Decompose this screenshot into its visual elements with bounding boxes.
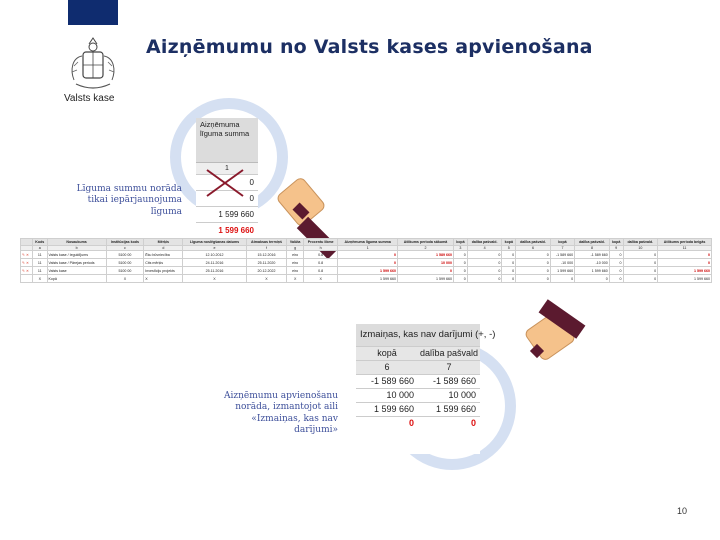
table-cell: 1 599 660 (338, 275, 397, 283)
table-cell: 0 (467, 267, 502, 275)
table-cell: X (303, 275, 338, 283)
table-cell: eiro (287, 259, 303, 267)
table-column-number: f (246, 246, 287, 251)
zoom-col-number: 7 (418, 361, 480, 374)
table-cell: 0 (454, 267, 468, 275)
table-cell: 0 (502, 251, 516, 259)
zoom-cell: -1 589 660 (356, 375, 418, 388)
table-cell: 5100 00 (106, 251, 144, 259)
table-cell: 0 (609, 267, 623, 275)
table-cell: 0 (338, 251, 397, 259)
table-column-number: 4 (467, 246, 502, 251)
zoom-cell: 0 (418, 417, 480, 430)
table-cell: eiro (287, 251, 303, 259)
table-cell: Valsts kase (47, 267, 106, 275)
table-column-number: 6 (516, 246, 551, 251)
table-column-number: 7 (550, 246, 574, 251)
table-column-number: 1 (338, 246, 397, 251)
table-column-header: Līguma noslēgšanas datums (183, 239, 246, 246)
table-column-header: dalība pašvald. (467, 239, 502, 246)
zoom-header: Izmaiņas, kas nav darījumi (+, -) (356, 324, 480, 346)
table-cell: 0 (454, 275, 468, 283)
table-column-number: 11 (658, 246, 712, 251)
table-cell: Ēku būvniecība (144, 251, 183, 259)
table-cell: X (287, 275, 303, 283)
table-cell: 0 (516, 259, 551, 267)
table-cell: 5100 00 (106, 259, 144, 267)
table-column-header: Aizņēmuma līguma summa (338, 239, 397, 246)
table-cell: 0 (575, 275, 610, 283)
row-edit-icons[interactable]: ✎ ✕ (21, 267, 33, 275)
table-cell: Kopā (47, 275, 106, 283)
table-cell: 25.11.2016 (183, 267, 246, 275)
table-cell: X (144, 275, 183, 283)
table-column-header: kopā (609, 239, 623, 246)
table-row (21, 267, 712, 275)
zoom-cell: 10 000 (356, 389, 418, 402)
table-cell: Valsts kase / Ieguldījums (47, 251, 106, 259)
table-column-header: Institūcijas kods (106, 239, 144, 246)
zoom-total-cell: 1 599 660 (196, 222, 258, 238)
table-cell: 20.12.2022 (246, 267, 287, 275)
table-cell: 0 (502, 275, 516, 283)
table-cell: 0 (623, 275, 658, 283)
zoom-data-row (356, 374, 480, 388)
table-cell: 10 000 (397, 259, 453, 267)
table-cell: 0 (338, 259, 397, 267)
table-cell: 11 (33, 267, 47, 275)
zoom-total-row (356, 416, 480, 430)
table-cell: 0 (502, 267, 516, 275)
table-cell: 1 599 660 (550, 267, 574, 275)
zoom-number-row (356, 360, 480, 374)
table-cell: 1 599 660 (575, 267, 610, 275)
table-cell: Investīciju projekts (144, 267, 183, 275)
table-column-header: Valūta (287, 239, 303, 246)
table-column-number: b (47, 246, 106, 251)
table-column-header: dalība pašvald. (575, 239, 610, 246)
cross-out-icon (205, 168, 245, 198)
table-cell: 0 (454, 251, 468, 259)
zoom-cell: 1 599 660 (196, 206, 258, 222)
table-cell: -10 000 (550, 259, 574, 267)
table-column-header: Atlikums perioda sākumā (397, 239, 453, 246)
table-column-number: 8 (575, 246, 610, 251)
table-row (21, 275, 712, 283)
table-cell: 0.8 (303, 267, 338, 275)
table-cell: 0 (467, 251, 502, 259)
table-cell: 15.12.2016 (246, 251, 287, 259)
table-cell: Valsts kase / Pārejas periods (47, 259, 106, 267)
zoom-cell: 1 599 660 (418, 403, 480, 416)
table-cell: 11 (33, 251, 47, 259)
table-column-number: 10 (623, 246, 658, 251)
row-edit-icons[interactable]: ✎ ✕ (21, 259, 33, 267)
zoom-header: Aizņēmuma līguma summa (196, 118, 258, 162)
table-cell: 0 (623, 267, 658, 275)
table-column-header: kopā (454, 239, 468, 246)
table-cell: X (33, 275, 47, 283)
table-column-header: Atmaksas termiņš (246, 239, 287, 246)
table-cell: 0 (467, 259, 502, 267)
top-brand-bar (68, 0, 118, 25)
table-cell: 1 589 660 (397, 251, 453, 259)
zoom-col-total: kopā (356, 347, 418, 360)
table-column-number: a (33, 246, 47, 251)
table-column-number: e (183, 246, 246, 251)
row-edit-icons[interactable]: ✎ ✕ (21, 251, 33, 259)
table-column-number: 3 (454, 246, 468, 251)
zoom-cell: 0 (356, 417, 418, 430)
table-row (21, 251, 712, 259)
table-cell: 0 (623, 251, 658, 259)
table-cell: 5100 00 (106, 267, 144, 275)
table-cell: -1 589 660 (550, 251, 574, 259)
table-column-header: Mērķis (144, 239, 183, 246)
table-column-header: Kods (33, 239, 47, 246)
table-column-number: g (287, 246, 303, 251)
note-contract-sum: Līguma summu norāda tikai iepārjaunojuma līguma (76, 184, 182, 217)
table-column-number: 2 (397, 246, 453, 251)
table-cell: 0 (609, 275, 623, 283)
zoom-data-row (356, 402, 480, 416)
table-cell: -1 589 660 (575, 251, 610, 259)
table-cell: 0 (516, 275, 551, 283)
zoom-non-transaction-changes (356, 324, 496, 454)
table-cell: 1 599 660 (338, 267, 397, 275)
pointing-hand-icon (512, 302, 592, 372)
row-edit-icons (21, 275, 33, 283)
table-column-number: 9 (609, 246, 623, 251)
table-cell: eiro (287, 267, 303, 275)
table-cell: 0 (658, 259, 712, 267)
zoom-cell: 0 (196, 174, 258, 190)
table-cell: 0 (516, 267, 551, 275)
zoom-col-number: 6 (356, 361, 418, 374)
table-row (21, 259, 712, 267)
table-cell: 1 599 660 (658, 275, 712, 283)
table-column-header: Nosaukums (47, 239, 106, 246)
table-column-header: kopā (502, 239, 516, 246)
table-cell: 0 (658, 251, 712, 259)
table-cell: Cits mērķis (144, 259, 183, 267)
table-column-header: Procentu likme (303, 239, 338, 246)
table-cell: 0 (467, 275, 502, 283)
zoom-data-row (356, 388, 480, 402)
table-column-number: c (106, 246, 144, 251)
table-column-header: dalība pašvald. (623, 239, 658, 246)
page-number: 10 (677, 506, 688, 516)
table-cell: 1 599 660 (658, 267, 712, 275)
table-cell: X (183, 275, 246, 283)
zoom-cell: 10 000 (418, 389, 480, 402)
table-column-header: dalība pašvald. (516, 239, 551, 246)
table-cell: 0.8 (303, 259, 338, 267)
table-header-row (21, 239, 712, 246)
edit-column-header (21, 239, 33, 246)
logo-text: Valsts kase (64, 93, 115, 104)
table-cell: -10 000 (575, 259, 610, 267)
table-column-header: kopā (550, 239, 574, 246)
table-cell: 0 (609, 251, 623, 259)
table-cell: 11 (33, 259, 47, 267)
table-cell: 0 (550, 275, 574, 283)
table-cell: 0.8 (303, 251, 338, 259)
zoom-cell: -1 589 660 (418, 375, 480, 388)
table-cell: 24.11.2016 (183, 259, 246, 267)
table-column-header: Atlikums perioda beigās (658, 239, 712, 246)
table-cell: 0 (516, 251, 551, 259)
table-cell: 0 (397, 267, 453, 275)
zoom-column-number: 1 (196, 162, 258, 174)
zoom-col-municipal: dalība pašvald (419, 348, 479, 358)
zoom-cell: 1 599 660 (356, 403, 418, 416)
note-merging-loans: Aizņēmumu apvienošanu norāda, izmantojot aili «Izmaiņas, kas nav darījumi» (224, 391, 338, 435)
table-cell: 0 (454, 259, 468, 267)
coat-of-arms-logo (62, 34, 124, 96)
table-cell: 0 (623, 259, 658, 267)
page-title: Aizņēmumu no Valsts kases apvienošana (146, 36, 593, 58)
table-cell: 12.10.2012 (183, 251, 246, 259)
table-cell: X (246, 275, 287, 283)
table-column-number: h (303, 246, 338, 251)
zoom-subheader-row (356, 346, 480, 360)
loans-table (20, 238, 712, 283)
table-cell: 25.11.2020 (246, 259, 287, 267)
table-cell: 0 (609, 259, 623, 267)
table-cell: 0 (502, 259, 516, 267)
zoom-cell: 0 (196, 190, 258, 206)
table-cell: 1 599 660 (397, 275, 453, 283)
table-column-number: 5 (502, 246, 516, 251)
table-column-number: d (144, 246, 183, 251)
table-cell: X (106, 275, 144, 283)
